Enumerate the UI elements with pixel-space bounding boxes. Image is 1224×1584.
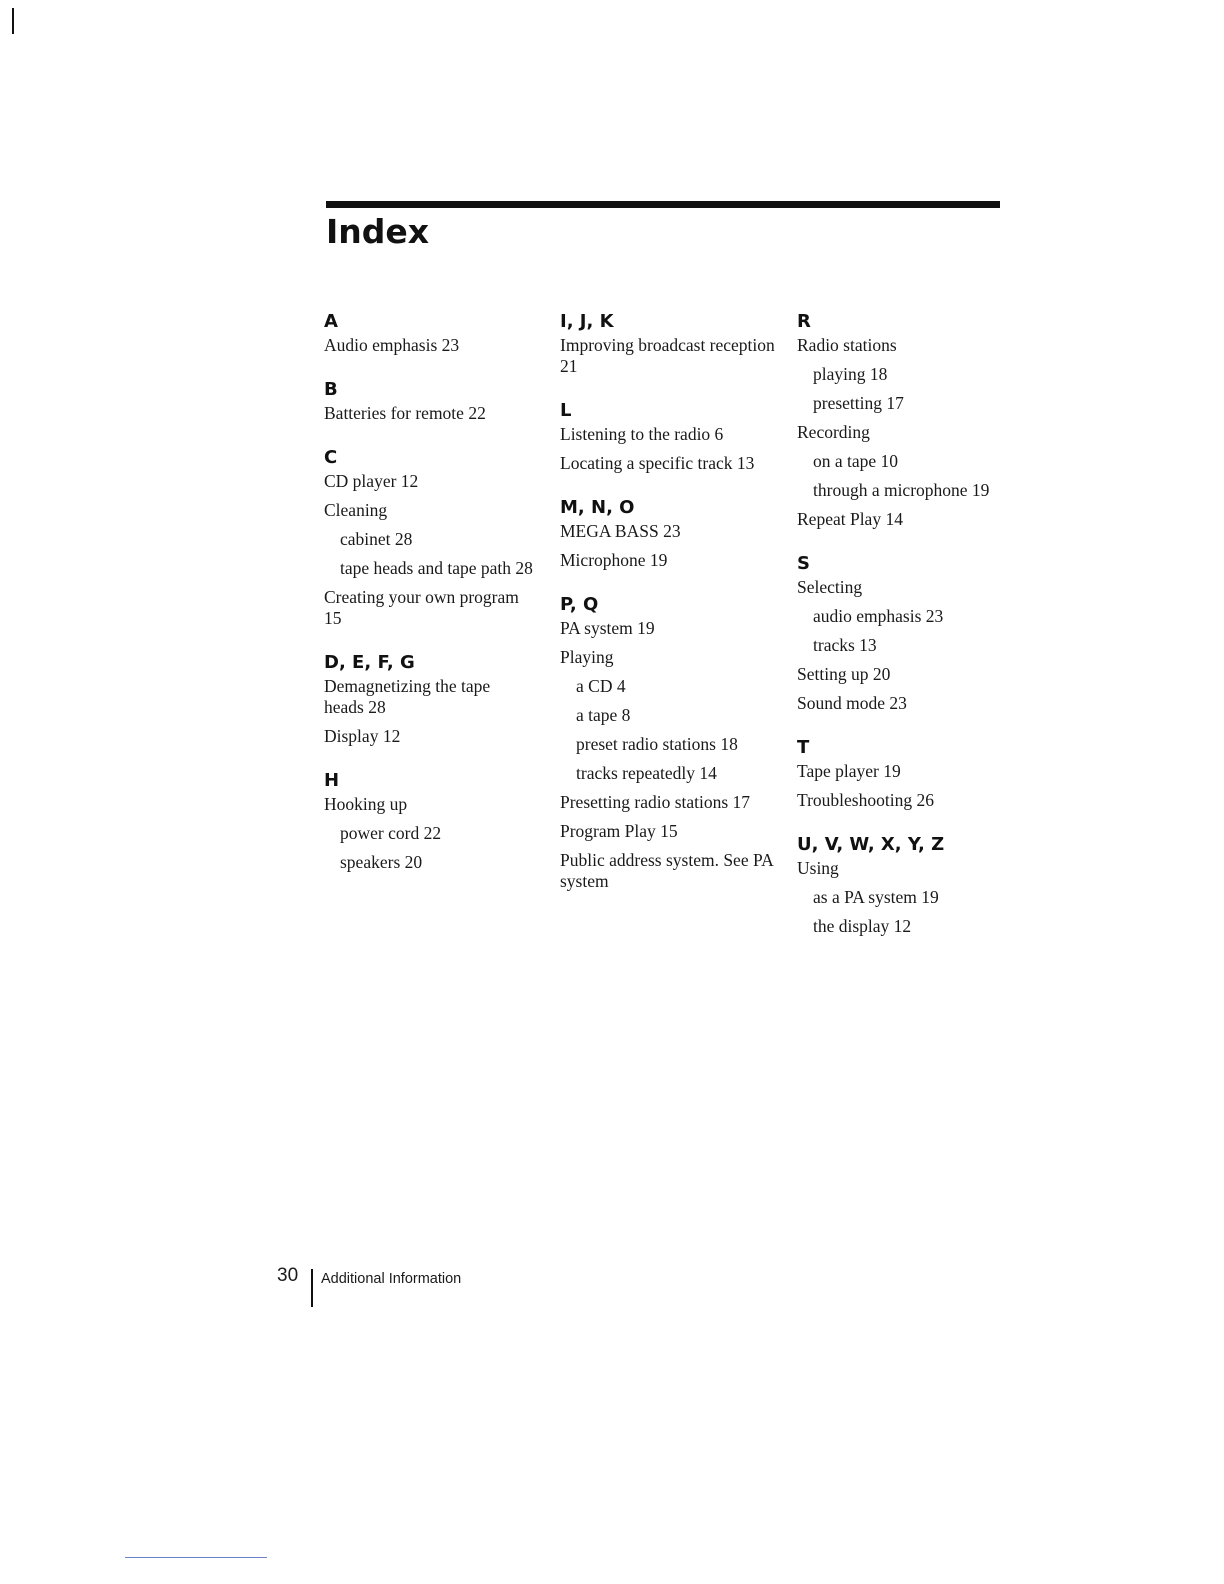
index-entry: Audio emphasis 23 [324,335,460,355]
index-entry: Public address system. See PA system [560,850,773,891]
index-subentry: audio emphasis 23 [813,606,944,626]
index-column-3 [797,311,1007,960]
index-subentry: a tape 8 [576,705,631,725]
section-letter: S [797,553,810,574]
index-entry: PA system 19 [560,618,655,638]
index-section [324,447,534,629]
index-entry: Batteries for remote 22 [324,403,486,423]
section-letter: R [797,311,811,332]
index-section [560,497,775,571]
index-entry: Listening to the radio 6 [560,424,724,444]
section-letter: C [324,447,338,468]
section-letter: P, Q [560,594,599,615]
index-section [324,379,534,424]
index-entry: Cleaning [324,500,388,520]
index-entry: Locating a specific track 13 [560,453,755,473]
index-entry: CD player 12 [324,471,419,491]
index-section [324,652,534,747]
index-entry: Microphone 19 [560,550,668,570]
index-section [324,311,534,356]
index-subentry: a CD 4 [576,676,626,696]
index-entry: Setting up 20 [797,664,891,684]
index-section [560,400,775,474]
title-rule [326,201,1000,208]
scan-corner-mark [12,8,14,34]
index-entry: Troubleshooting 26 [797,790,934,810]
index-section [560,311,775,377]
index-section [797,553,1007,714]
index-subentry: the display 12 [813,916,912,936]
index-section [324,770,534,873]
index-entry: Playing [560,647,614,667]
index-entry: Repeat Play 14 [797,509,903,529]
index-subentry: cabinet 28 [340,529,413,549]
index-subentry: through a microphone 19 [813,480,990,500]
index-entry: Recording [797,422,870,442]
index-entry: Program Play 15 [560,821,678,841]
index-entry: MEGA BASS 23 [560,521,681,541]
index-subentry: as a PA system 19 [813,887,939,907]
page-number: 30 [277,1265,299,1286]
section-letter: H [324,770,340,791]
section-letter: B [324,379,338,400]
index-subentry: presetting 17 [813,393,904,413]
index-entry: Display 12 [324,726,401,746]
index-entry: Hooking up [324,794,408,814]
index-entry: Presetting radio stations 17 [560,792,751,812]
footer-section-label: Additional Information [321,1271,462,1287]
index-section [560,594,775,892]
section-letter: I, J, K [560,311,614,332]
index-entry: Selecting [797,577,863,597]
index-entry: Using [797,858,839,878]
index-column-1 [324,311,534,896]
index-entry: Improving broadcast reception 21 [560,335,775,376]
index-column-2 [560,311,775,915]
index-subentry: speakers 20 [340,852,423,872]
section-letter: M, N, O [560,497,635,518]
section-letter: L [560,400,572,421]
footer-divider [311,1269,313,1307]
index-entry: Radio stations [797,335,897,355]
index-section [797,834,1007,937]
index-entry: Creating your own program 15 [324,587,519,628]
index-subentry: tracks repeatedly 14 [576,763,717,783]
index-entry: Sound mode 23 [797,693,907,713]
section-letter: U, V, W, X, Y, Z [797,834,945,855]
section-letter: D, E, F, G [324,652,415,673]
index-subentry: playing 18 [813,364,888,384]
index-subentry: preset radio stations 18 [576,734,738,754]
scan-edge-line [125,1557,267,1558]
page-title: Index [326,212,430,251]
index-entry: Tape player 19 [797,761,901,781]
index-subentry: power cord 22 [340,823,442,843]
index-section [797,737,1007,811]
index-section [797,311,1007,530]
section-letter: A [324,311,338,332]
index-subentry: tracks 13 [813,635,877,655]
index-subentry: tape heads and tape path 28 [340,558,533,578]
index-entry: Demagnetizing the tape heads 28 [324,676,491,717]
index-subentry: on a tape 10 [813,451,899,471]
section-letter: T [797,737,810,758]
